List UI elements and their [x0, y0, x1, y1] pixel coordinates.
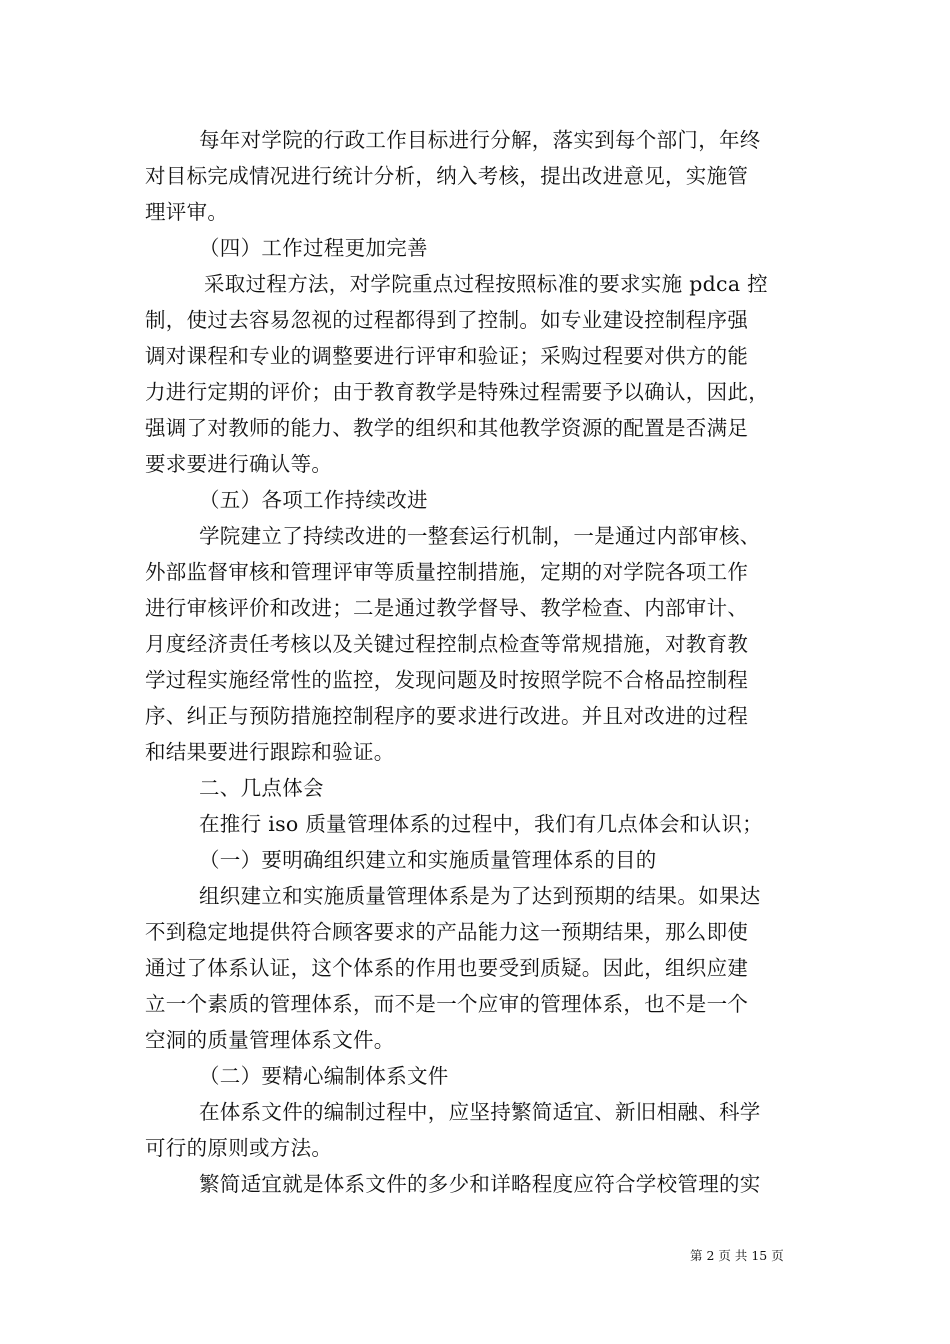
text-line: 在体系文件的编制过程中，应坚持繁简适宜、新旧相融、科学 [199, 1100, 761, 1124]
text-line: 序、纠正与预防措施控制程序的要求进行改进。并且对改进的过程 [145, 704, 749, 728]
section-heading: （四）工作过程更加完善 [199, 236, 428, 260]
text-line: 力进行定期的评价；由于教育教学是特殊过程需要予以确认，因此， [145, 380, 769, 404]
text-line: 强调了对教师的能力、教学的组织和其他教学资源的配置是否满足 [145, 416, 749, 440]
text-line: 学院建立了持续改进的一整套运行机制，一是通过内部审核、 [199, 524, 761, 548]
text-line: 不到稳定地提供符合顾客要求的产品能力这一预期结果，那么即使 [145, 920, 749, 944]
text-line: 进行审核评价和改进；二是通过教学督导、教学检查、内部审计、 [145, 596, 749, 620]
text-line: 空洞的质量管理体系文件。 [145, 1028, 395, 1052]
text-line: 可行的原则或方法。 [145, 1136, 333, 1160]
text-line: 制，使过去容易忽视的过程都得到了控制。如专业建设控制程序强 [145, 308, 749, 332]
text-line: 理评审。 [145, 200, 229, 224]
text-line: 每年对学院的行政工作目标进行分解，落实到每个部门，年终 [199, 128, 761, 152]
text-line: 组织建立和实施质量管理体系是为了达到预期的结果。如果达 [199, 884, 761, 908]
section-heading: （二）要精心编制体系文件 [199, 1064, 449, 1088]
text-line: 要求要进行确认等。 [145, 452, 333, 476]
text-line: 立一个素质的管理体系，而不是一个应审的管理体系，也不是一个 [145, 992, 749, 1016]
text-line: 采取过程方法，对学院重点过程按照标准的要求实施 pdca 控 [204, 272, 768, 296]
text-line: 对目标完成情况进行统计分析，纳入考核，提出改进意见，实施管 [145, 164, 749, 188]
section-heading: 二、几点体会 [199, 776, 324, 800]
text-line: 在推行 iso 质量管理体系的过程中，我们有几点体会和认识； [199, 812, 763, 836]
text-line: 月度经济责任考核以及关键过程控制点检查等常规措施，对教育教 [145, 632, 749, 656]
text-line: 学过程实施经常性的监控，发现问题及时按照学院不合格品控制程 [145, 668, 749, 692]
text-line: 通过了体系认证，这个体系的作用也要受到质疑。因此，组织应建 [145, 956, 749, 980]
text-line: 外部监督审核和管理评审等质量控制措施，定期的对学院各项工作 [145, 560, 749, 584]
text-line: 繁简适宜就是体系文件的多少和详略程度应符合学校管理的实 [199, 1172, 761, 1196]
page-number: 第 2 页 共 15 页 [690, 1248, 784, 1263]
section-heading: （一）要明确组织建立和实施质量管理体系的目的 [199, 848, 657, 872]
text-line: 和结果要进行跟踪和验证。 [145, 740, 395, 764]
section-heading: （五）各项工作持续改进 [199, 488, 428, 512]
text-line: 调对课程和专业的调整要进行评审和验证；采购过程要对供方的能 [145, 344, 749, 368]
